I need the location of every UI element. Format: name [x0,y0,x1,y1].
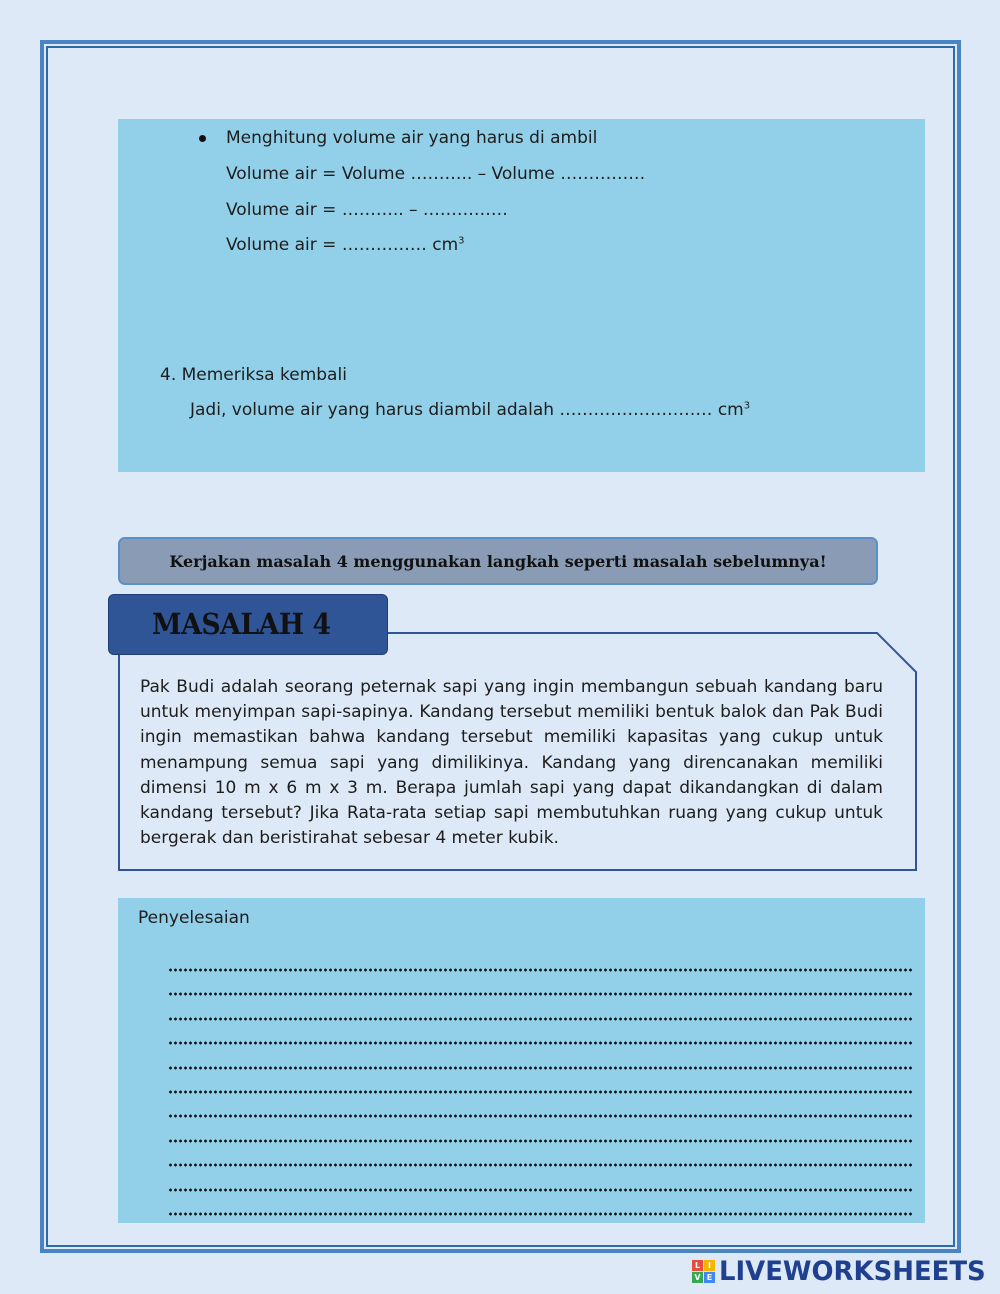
logo-blocks-icon [692,1260,715,1283]
conclusion-text: Jadi, volume air yang harus diambil adalah ……………………… cm [190,400,744,420]
answer-line[interactable] [168,1139,912,1143]
step4-heading: 4. Memeriksa kembali [160,365,347,385]
answer-line[interactable] [168,1066,912,1070]
instruction-text: Kerjakan masalah 4 menggunakan langkah seperti masalah sebelumnya! [169,551,827,571]
answer-line[interactable] [168,1114,912,1118]
logo-block-v: V [692,1272,703,1283]
volume-formula-line-2: Volume air = ……….. – …………… [226,200,508,220]
solution-label: Penyelesaian [138,908,250,928]
answer-line[interactable] [168,1188,912,1192]
liveworksheets-logo [692,1256,997,1287]
answer-line[interactable] [168,1017,912,1021]
logo-text: LIVEWORKSHEETS [719,1256,986,1287]
solution-box [118,898,925,1223]
answer-line[interactable] [168,1041,912,1045]
answer-line[interactable] [168,1090,912,1094]
answer-line[interactable] [168,1163,912,1167]
volume-result-text: Volume air = …………… cm [226,235,459,255]
logo-block-e: E [704,1272,715,1283]
step3-bullet-text: Menghitung volume air yang harus di ambil [226,128,598,148]
cubic-superscript: 3 [743,400,751,412]
answer-line[interactable] [168,992,912,996]
problem-title: MASALAH 4 [152,607,331,641]
volume-formula-line-1: Volume air = Volume ……….. – Volume …………… [226,164,646,184]
logo-block-i: I [704,1260,715,1271]
logo-block-l: L [692,1260,703,1271]
answer-line[interactable] [168,968,912,972]
cubic-superscript: 3 [458,235,465,247]
answer-line[interactable] [168,1212,912,1216]
problem-statement: Pak Budi adalah seorang peternak sapi yang ingin membangun sebuah kandang baru untuk menyimpan sapi-sapinya. Kandang tersebut memiliki bentuk balok dan Pak Budi ingin memastikan bahwa kandang tersebut memiliki kapasitas yang cukup untuk menampung semua sapi yang dimilikinya. Kandang yang direncanakan memiliki dimensi 10 m x 6 m x 3 m. Berapa jumlah sapi yang dapat dikandangkan di dalam kandang tersebut? Jika Rata-rata setiap sapi membutuhkan ruang yang cukup untuk bergerak dan beristirahat sebesar 4 meter kubik. [140,677,883,849]
